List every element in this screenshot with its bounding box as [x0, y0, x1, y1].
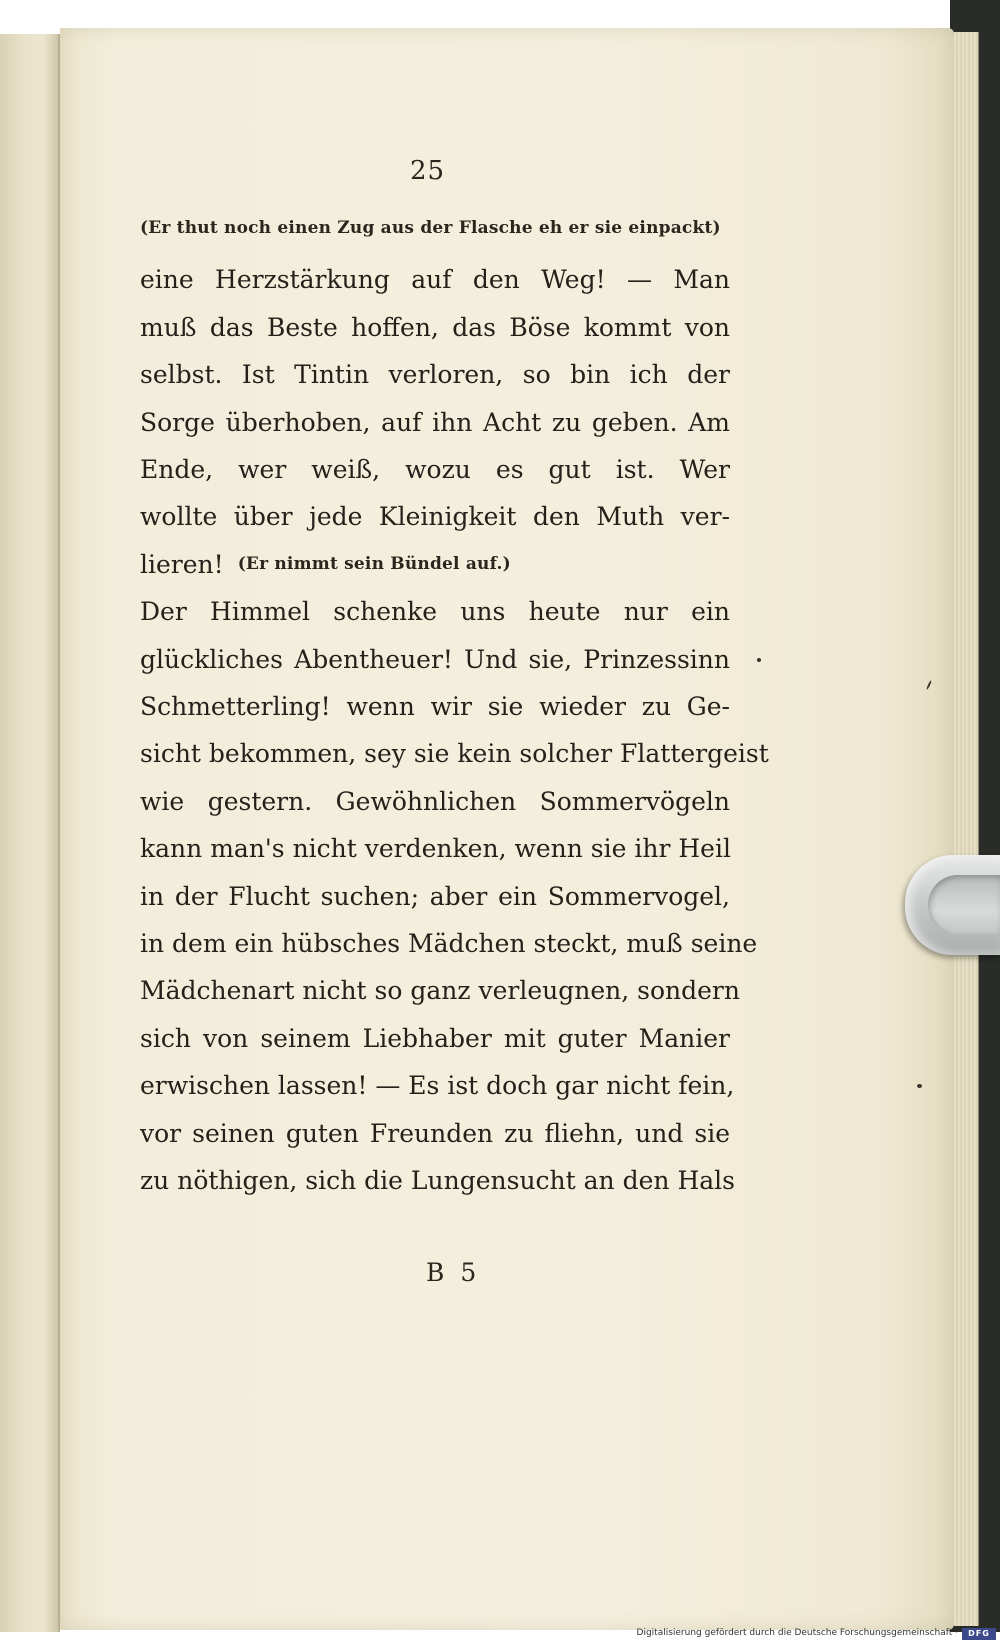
digitization-credit: Digitalisierung gefördert durch die Deutsche Forschungsgemeinschaft ·: [636, 1628, 958, 1638]
line-text: selbst. Ist Tintin verloren, so bin ich der: [140, 360, 730, 390]
ink-speck: [757, 658, 761, 662]
line-text: Der Himmel schenke uns heute nur ein: [140, 597, 730, 627]
line-text: Sorge überhoben, auf ihn Acht zu geben. Am: [140, 407, 730, 437]
line-text: kann man's nicht verdenken, wenn sie ihr Heil: [140, 834, 731, 864]
line-text: sicht bekommen, sey sie kein solcher Flattergeist: [140, 739, 769, 769]
left-page-edge: [0, 34, 60, 1632]
text-line: [140, 1024, 730, 1053]
text-line: [140, 929, 758, 958]
line-text: in dem ein hübsches Mädchen steckt, muß seine: [140, 929, 758, 958]
text-line: [140, 645, 730, 674]
page-clamp-inner: [928, 875, 1000, 935]
stage-direction: (Er nimmt sein Bündel auf.): [237, 554, 511, 575]
text-line: [140, 834, 730, 863]
dfg-logo: DFG: [962, 1628, 996, 1640]
book-page-edges: [954, 32, 979, 1626]
text-line: [140, 1166, 735, 1195]
stage-direction: (Er thut noch einen Zug aus der Flasche eh er sie einpackt): [140, 218, 721, 238]
text-line: [140, 455, 730, 484]
line-text: wollte über jede Kleinigkeit den Muth ver-: [140, 502, 730, 532]
line-text: Mädchenart nicht so ganz verleugnen, sondern: [140, 976, 740, 1006]
ink-speck: [917, 1084, 922, 1088]
line-text: glückliches Abentheuer! Und sie, Prinzessinn: [140, 644, 730, 674]
text-line: [140, 313, 730, 342]
text-line: [140, 692, 730, 721]
text-line: [140, 550, 730, 579]
page-number: 25: [410, 156, 446, 186]
text-line: [140, 597, 730, 626]
text-line: [140, 787, 730, 816]
line-text: Schmetterling! wenn wir sie wieder zu Ge-: [140, 692, 730, 721]
line-text: zu nöthigen, sich die Lungensucht an den Hals: [140, 1166, 735, 1195]
text-line: [140, 408, 730, 437]
text-line: [140, 882, 730, 911]
line-text: sich von seinem Liebhaber mit guter Manier: [140, 1023, 730, 1053]
text-line: [140, 739, 769, 769]
line-text: Ende, wer weiß, wozu es gut ist. Wer: [140, 455, 730, 484]
text-line: [140, 976, 740, 1006]
line-text: in der Flucht suchen; aber ein Sommervogel,: [140, 881, 730, 911]
line-text: vor seinen guten Freunden zu fliehn, und sie: [140, 1118, 730, 1148]
text-line: [140, 265, 730, 294]
text-line: [140, 1071, 735, 1101]
line-text: erwischen lassen! — Es ist doch gar nicht fein,: [140, 1071, 735, 1101]
line-text: muß das Beste hoffen, das Böse kommt von: [140, 312, 730, 342]
line-text: lieren!: [140, 549, 224, 579]
text-line: [140, 1119, 730, 1148]
line-text: wie gestern. Gewöhnlichen Sommervögeln: [140, 786, 730, 816]
text-line: [140, 360, 730, 389]
line-text: eine Herzstärkung auf den Weg! — Man: [140, 265, 730, 295]
printer-signature: B 5: [426, 1258, 481, 1287]
stage-direction-line: [140, 218, 730, 238]
text-line: [140, 502, 730, 531]
